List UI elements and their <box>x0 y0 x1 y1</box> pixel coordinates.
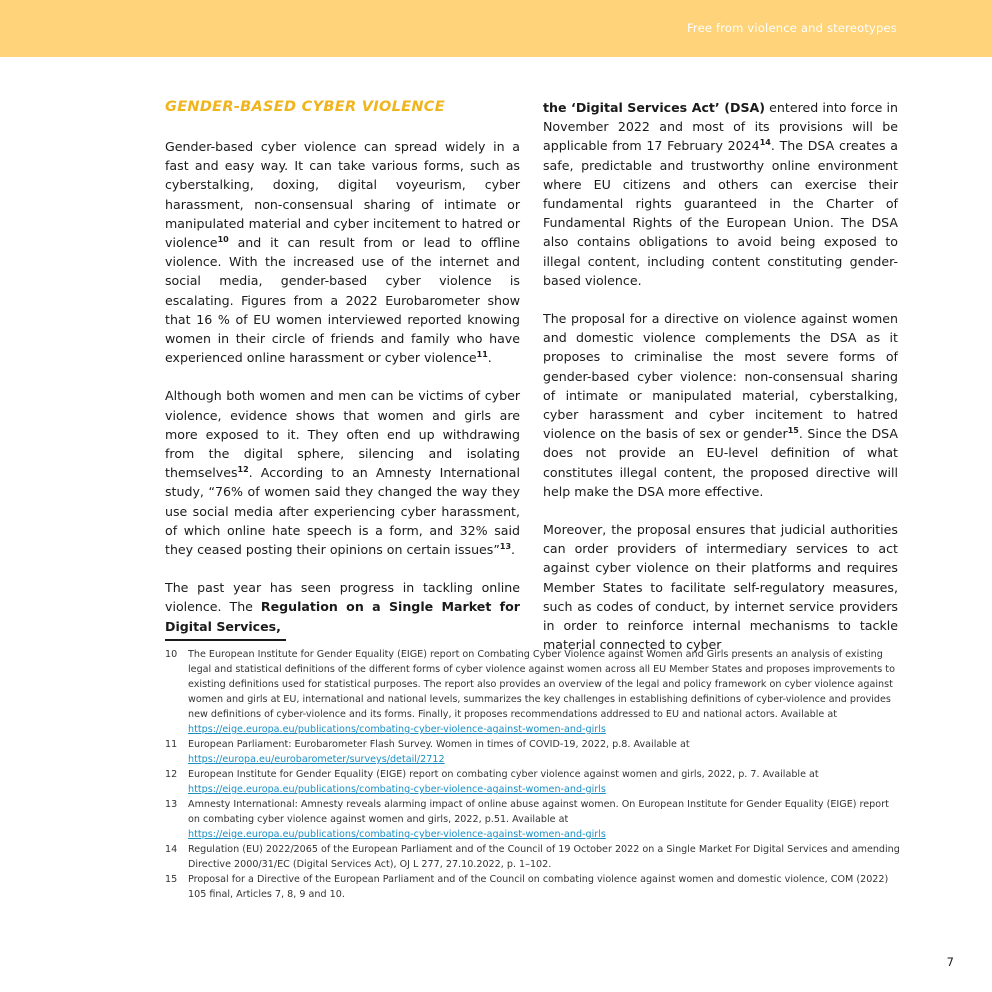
bold-term: the ‘Digital Services Act’ (DSA) <box>543 100 766 115</box>
footnote-link[interactable]: https://europa.eu/eurobarometer/surveys/detail/2712 <box>188 754 445 765</box>
footnote-text: European Parliament: Eurobarometer Flash Survey. Women in times of COVID-19, 2022, p.8. Available at <box>188 739 690 750</box>
footnote <box>165 647 900 737</box>
footnote-text: European Institute for Gender Equality (EIGE) report on combating cyber violence against women and girls, 2022, p. 7. Available at <box>188 769 819 780</box>
footnote-ref[interactable]: 10 <box>217 234 229 244</box>
footnote <box>165 797 900 842</box>
footnote-link[interactable]: https://eige.europa.eu/publications/combating-cyber-violence-against-women-and-girls <box>188 724 606 735</box>
footnote-divider <box>165 639 286 641</box>
footnote <box>165 767 900 797</box>
footnote-number: 15 <box>165 874 178 885</box>
footnote <box>165 842 900 872</box>
section-heading: GENDER-BASED CYBER VIOLENCE <box>165 99 445 115</box>
footnote-number: 12 <box>165 769 178 780</box>
footnote-text: Regulation (EU) 2022/2065 of the European Parliament and of the Council of 19 October 2022 on a Single Market For Digital Services and amending Directive 2000/31/EC (Digital Services Act), OJ L 277, 27.10.2022, p. 1–102. <box>188 844 900 870</box>
footnote-number: 14 <box>165 844 178 855</box>
section-title: Free from violence and stereotypes <box>686 21 897 35</box>
footnote-ref[interactable]: 14 <box>759 138 771 148</box>
footnote-link[interactable]: https://eige.europa.eu/publications/combating-cyber-violence-against-women-and-girls <box>188 784 606 795</box>
left-column <box>165 98 520 655</box>
footnote <box>165 872 900 902</box>
paragraph: The proposal for a directive on violence against women and domestic violence complements the DSA as it proposes to criminalise the most severe forms of gender-based cyber violence: non-consensual sharing of intimate or manipulated material, cyberstalking, cyber harassment and cyber incitement to hatred violence on the basis of sex or gender$^{15}$. Since the DSA does not provide an EU-level definition of what constitutes illegal content, the proposed directive will help make the DSA more effective. <box>543 311 898 499</box>
footnote-text: The European Institute for Gender Equality (EIGE) report on Combating Cyber Violence against Women and Girls presents an analysis of existing legal and statistical definitions of the different forms of cyber violence against women across all EU Member States and proposes improvements to existing definitions used for statistical purposes. The report also provides an overview of the legal and policy framework on cyber violence against women and girls at EU, international and national levels, summarizes the key challenges in establishing definitions of cyber-violence and provides new definitions of cyber-violence and its forms. Finally, it proposes recommendations addressed to EU and national actors. Available at <box>188 649 895 720</box>
footnote-ref[interactable]: 13 <box>499 541 512 551</box>
header-bar <box>0 0 992 57</box>
footnote-text: Proposal for a Directive of the European Parliament and of the Council on combating violence against women and domestic violence, COM (2022) 105 final, Articles 7, 8, 9 and 10. <box>188 874 889 900</box>
footnote-number: 13 <box>165 799 178 810</box>
bold-term: Regulation on a Single Market for Digital Services, <box>165 599 520 634</box>
paragraph: the ‘Digital Services Act’ (DSA) entered into force in November 2022 and most of its provisions will be applicable from 17 February 2024$^{14}$. The DSA creates a safe, predictable and trustworthy online environment where EU citizens and others can exercise their fundamental rights guaranteed in the Charter of Fundamental Rights of the European Union. The DSA also contains obligations to avoid being exposed to illegal content, including content constituting gender-based violence. <box>543 100 899 288</box>
footnote-text: Amnesty International: Amnesty reveals alarming impact of online abuse against women. On European Institute for Gender Equality (EIGE) report on combating cyber violence against women and girls, 2022, p.51. Available at <box>188 799 889 825</box>
paragraph: The past year has seen progress in tackling online violence. The Regulation on a Single Market for Digital Services, <box>165 580 520 634</box>
footnotes <box>165 647 900 902</box>
paragraph: Gender-based cyber violence can spread widely in a fast and easy way. It can take various forms, such as cyberstalking, doxing, digital voyeurism, cyber harassment, non-consensual sharing of intimate or manipulated material and cyber incitement to hatred or violence$^{10}$ and it can result from or lead to offline violence. With the increased use of the internet and social media, gender-based cyber violence is escalating. Figures from a 2022 Eurobarometer show that 16 % of EU women interviewed reported knowing women in their circle of friends and family who have experienced online harassment or cyber violence$^{11}$. <box>165 139 520 366</box>
right-column <box>543 98 898 673</box>
footnote-link[interactable]: https://eige.europa.eu/publications/combating-cyber-violence-against-women-and-girls <box>188 829 606 840</box>
paragraph: Although both women and men can be victims of cyber violence, evidence shows that women and girls are more exposed to it. They often end up withdrawing from the digital sphere, silencing and isolating themselves$^{12}$. According to an Amnesty International study, “76% of women said they changed the way they use social media after experiencing cyber harassment, of which online hate speech is a form, and 32% said they ceased posting their opinions on certain issues”$^{13}$. <box>165 388 520 558</box>
footnote-number: 10 <box>165 649 178 660</box>
footnote-ref[interactable]: 15 <box>787 426 799 436</box>
footnote-number: 11 <box>165 739 178 750</box>
footnote-ref[interactable]: 12 <box>237 465 249 475</box>
footnote-ref[interactable]: 11 <box>476 350 488 360</box>
paragraph: Moreover, the proposal ensures that judicial authorities can order providers of intermediary services to act against cyber violence on their platforms and requires Member States to facilitate self-regulatory measures, such as codes of conduct, by internet service providers in order to reinforce internal mechanisms to tackle material connected to cyber <box>543 522 898 653</box>
page-number: 7 <box>946 955 954 969</box>
footnote <box>165 737 900 767</box>
